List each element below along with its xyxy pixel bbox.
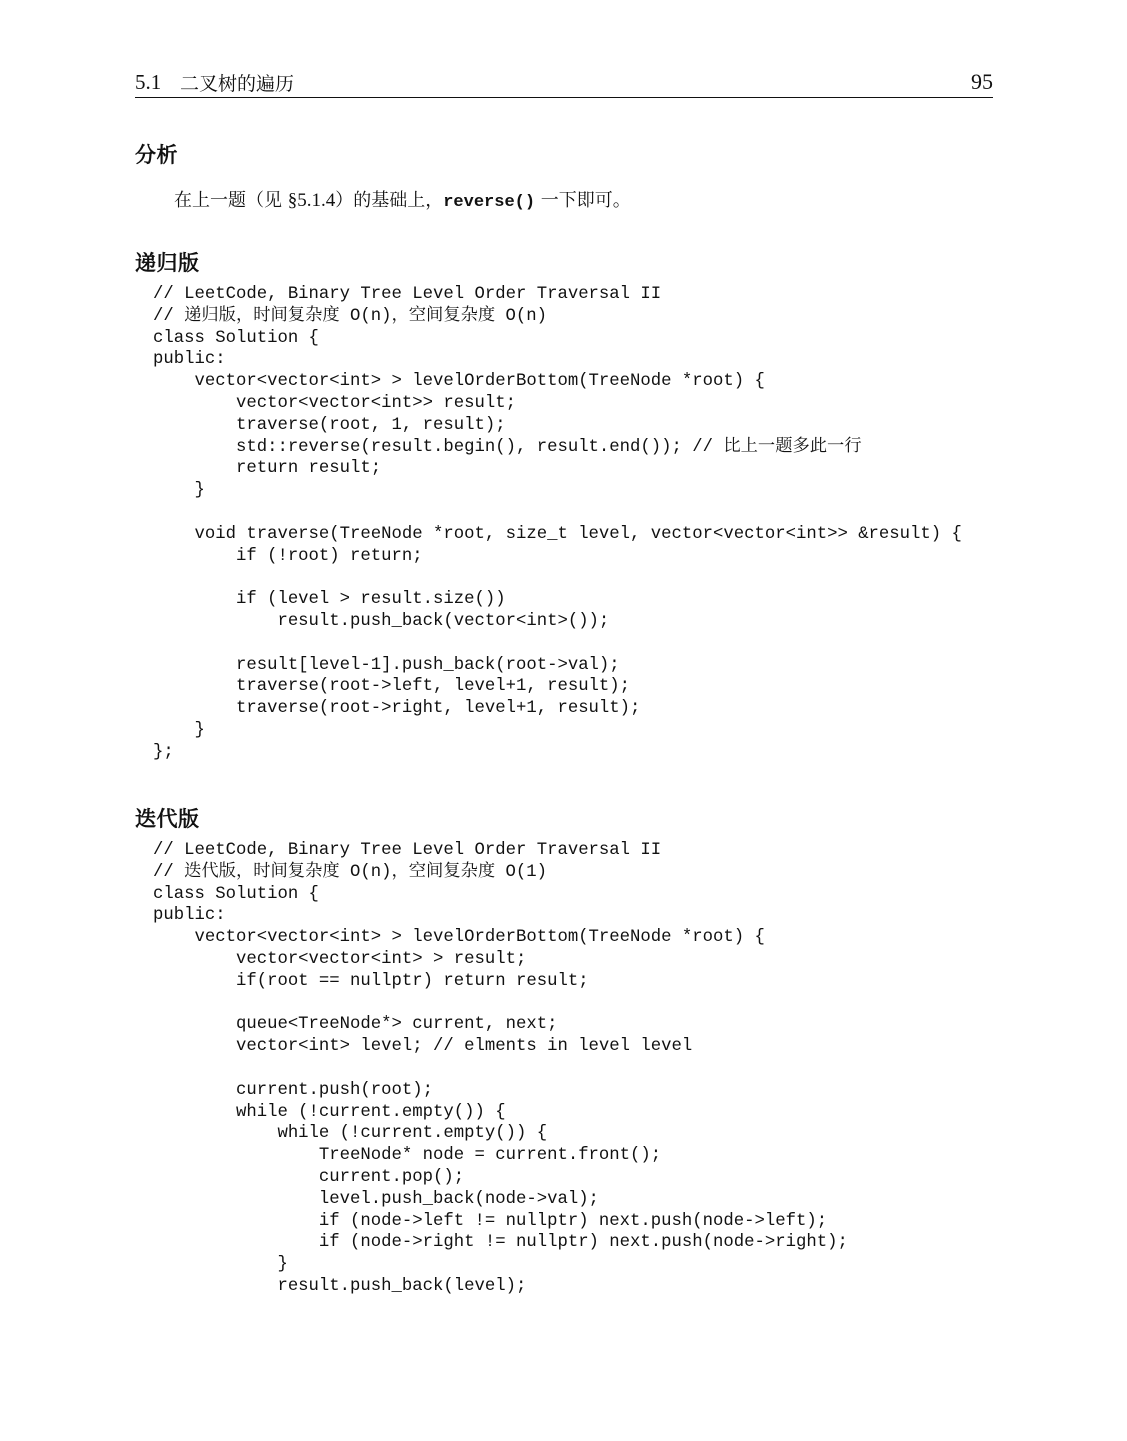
code-line: while (!current.empty()) { <box>153 1124 548 1144</box>
code-line: // LeetCode, Binary Tree Level Order Traversal II <box>153 285 662 304</box>
code-line: // LeetCode, Binary Tree Level Order Traversal II <box>153 841 662 860</box>
code-line: result.push_back(vector<int>()); <box>153 611 610 631</box>
code-line: if (node->left != nullptr) next.push(node->left); <box>153 1211 828 1231</box>
analysis-paragraph <box>174 186 631 212</box>
code-line: result.push_back(level); <box>153 1276 527 1296</box>
analysis-text-before: 在上一题（见 <box>174 190 288 211</box>
code-line: class Solution { <box>153 328 319 348</box>
code-line: if (!root) return; <box>153 546 423 566</box>
code-line: while (!current.empty()) { <box>153 1102 506 1122</box>
code-line: traverse(root->left, level+1, result); <box>153 677 631 697</box>
code-line: public: <box>153 906 226 926</box>
code-line: vector<vector<int> > levelOrderBottom(TreeNode *root) { <box>153 372 765 392</box>
code-line: }; <box>153 742 174 762</box>
recursive-code-block <box>153 284 962 764</box>
code-line: if (node->right != nullptr) next.push(node->right); <box>153 1233 848 1253</box>
code-line: public: <box>153 350 226 370</box>
code-line <box>153 993 848 1015</box>
code-line: class Solution { <box>153 884 319 904</box>
code-line: current.push(root); <box>153 1080 434 1100</box>
analysis-text-middle: ）的基础上， <box>335 190 444 211</box>
code-line: vector<vector<int> > levelOrderBottom(TreeNode *root) { <box>153 928 765 948</box>
code-line: if (level > result.size()) <box>153 590 506 610</box>
recursive-heading: 递归版 <box>135 251 200 275</box>
code-line: queue<TreeNode*> current, next; <box>153 1015 558 1035</box>
code-line: if(root == nullptr) return result; <box>153 971 589 991</box>
code-line <box>153 1058 848 1080</box>
code-line: // 迭代版，时间复杂度 O(n)，空间复杂度 O(1) <box>153 862 548 882</box>
reverse-code: reverse() <box>443 193 536 212</box>
analysis-heading: 分析 <box>135 143 178 167</box>
code-line: } <box>153 1255 288 1275</box>
code-line: // 递归版，时间复杂度 O(n)，空间复杂度 O(n) <box>153 306 548 326</box>
code-line: vector<vector<int> > result; <box>153 949 527 969</box>
code-line: } <box>153 481 205 501</box>
code-line: TreeNode* node = current.front(); <box>153 1146 662 1166</box>
page-number: 95 <box>971 69 993 94</box>
code-line <box>153 502 962 524</box>
analysis-text-after: 一下即可。 <box>535 190 631 211</box>
iterative-code-block <box>153 840 848 1298</box>
code-line: void traverse(TreeNode *root, size_t level, vector<vector<int>> &result) { <box>153 524 962 544</box>
section-title: 二叉树的遍历 <box>180 73 295 95</box>
code-line <box>153 567 962 589</box>
code-line: std::reverse(result.begin(), result.end()); // 比上一题多此一行 <box>153 437 862 457</box>
code-line <box>153 633 962 655</box>
code-line: vector<vector<int>> result; <box>153 393 516 413</box>
page-header <box>135 66 993 98</box>
code-line: level.push_back(node->val); <box>153 1189 599 1209</box>
code-line: result[level-1].push_back(root->val); <box>153 655 620 675</box>
code-line: traverse(root, 1, result); <box>153 415 506 435</box>
code-line: traverse(root->right, level+1, result); <box>153 699 641 719</box>
iterative-heading: 迭代版 <box>135 807 200 831</box>
code-line: return result; <box>153 459 382 479</box>
section-reference: §5.1.4 <box>287 190 336 211</box>
code-line: vector<int> level; // elments in level level <box>153 1037 693 1057</box>
section-number: 5.1 <box>135 70 162 94</box>
code-line: current.pop(); <box>153 1167 465 1187</box>
code-line: } <box>153 720 205 740</box>
